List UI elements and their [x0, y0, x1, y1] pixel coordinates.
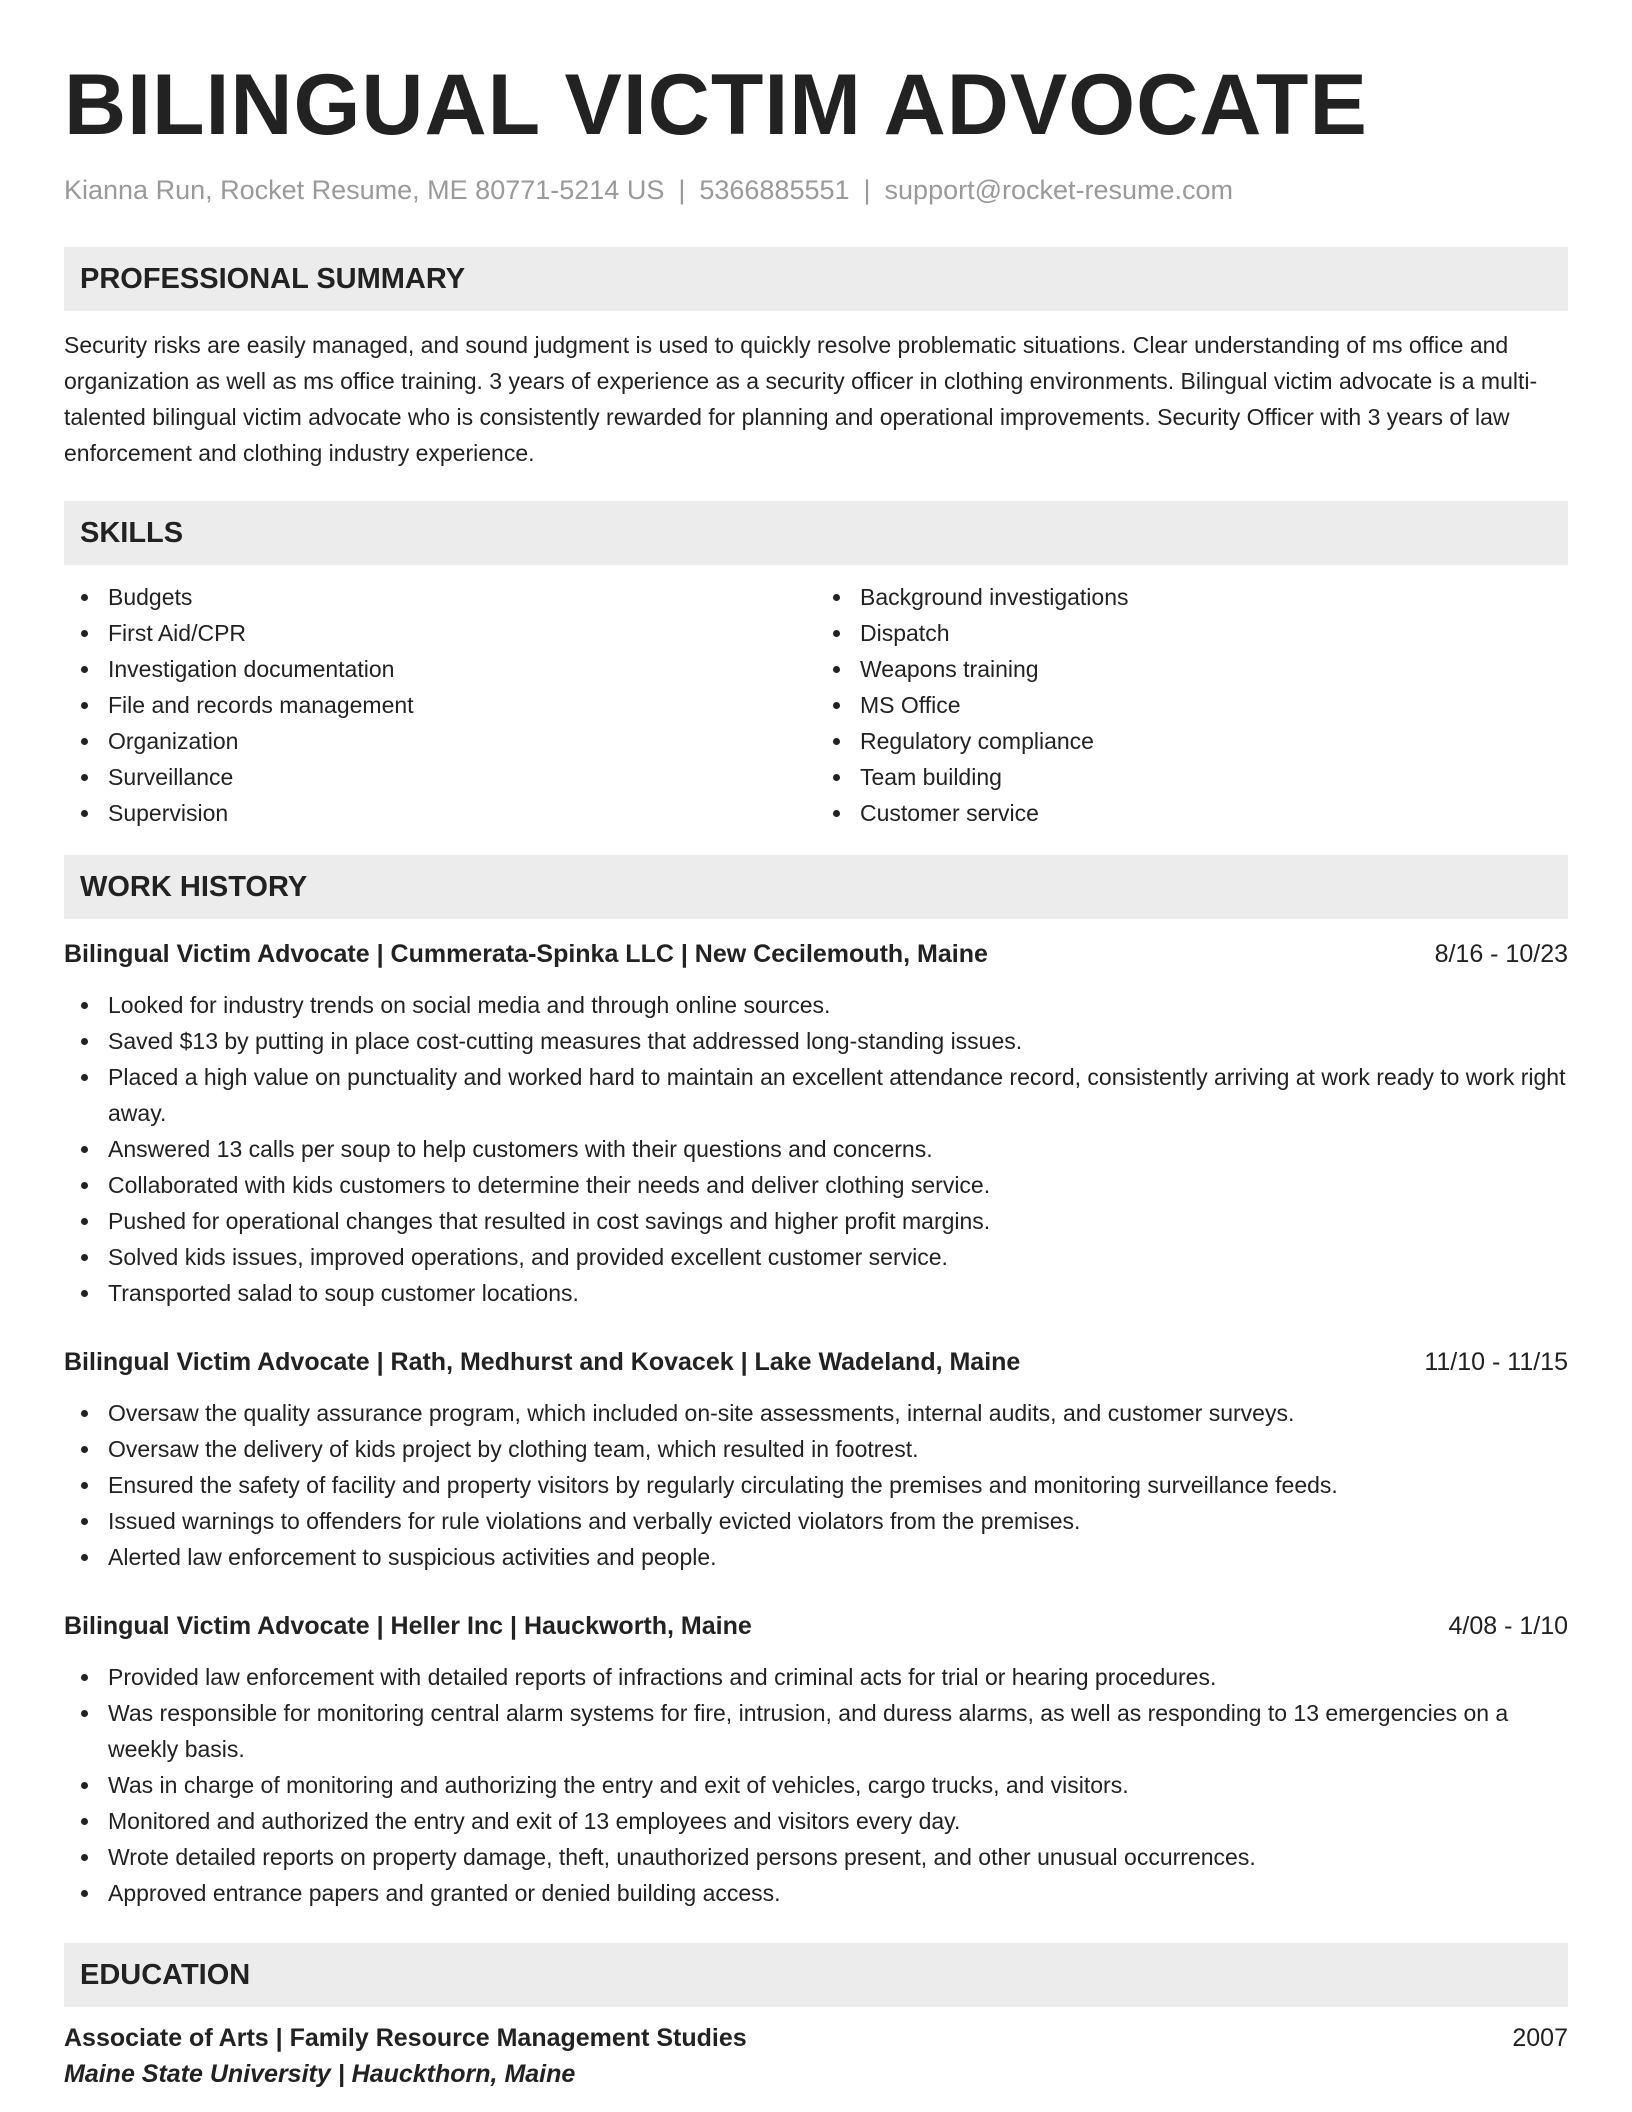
job-duty: Approved entrance papers and granted or denied building access. — [64, 1875, 1568, 1911]
job-duty: Provided law enforcement with detailed reports of infractions and criminal acts for trial or hearing procedures. — [64, 1659, 1568, 1695]
contact-email: support@rocket-resume.com — [884, 175, 1234, 205]
skills-column-left — [64, 579, 816, 831]
skill-item: Investigation documentation — [64, 651, 816, 687]
contact-separator: | — [863, 175, 871, 205]
skill-item: First Aid/CPR — [64, 615, 816, 651]
education-heading: EDUCATION — [64, 1943, 1568, 2007]
job-duty: Pushed for operational changes that resulted in cost savings and higher profit margins. — [64, 1203, 1568, 1239]
job-dates: 11/10 - 11/15 — [1424, 1348, 1568, 1376]
job-duty: Issued warnings to offenders for rule violations and verbally evicted violators from the premises. — [64, 1503, 1568, 1539]
resume-title: BILINGUAL VICTIM ADVOCATE — [64, 57, 1368, 153]
skill-item: Surveillance — [64, 759, 816, 795]
job-duty: Was responsible for monitoring central alarm systems for fire, intrusion, and duress alarms, as well as responding to 13 emergencies on a weekly basis. — [64, 1695, 1568, 1767]
job-header — [64, 1345, 1568, 1379]
skill-item: Dispatch — [816, 615, 1568, 651]
skill-item: Customer service — [816, 795, 1568, 831]
skill-item: Organization — [64, 723, 816, 759]
job-duty: Saved $13 by putting in place cost-cutting measures that addressed long-standing issues. — [64, 1023, 1568, 1059]
job-duty: Wrote detailed reports on property damage, theft, unauthorized persons present, and other unusual occurrences. — [64, 1839, 1568, 1875]
job-entry — [64, 1345, 1568, 1575]
job-duty: Oversaw the delivery of kids project by clothing team, which resulted in footrest. — [64, 1431, 1568, 1467]
resume-page — [64, 0, 1568, 2091]
skill-item: Team building — [816, 759, 1568, 795]
skill-item: Background investigations — [816, 579, 1568, 615]
job-title: Bilingual Victim Advocate | Cummerata-Spinka LLC | New Cecilemouth, Maine — [64, 940, 988, 968]
contact-address: Kianna Run, Rocket Resume, ME 80771-5214 US — [64, 175, 665, 205]
education-entry — [64, 2021, 1568, 2091]
summary-heading: PROFESSIONAL SUMMARY — [64, 247, 1568, 311]
skill-item: Supervision — [64, 795, 816, 831]
skill-item: File and records management — [64, 687, 816, 723]
job-header — [64, 937, 1568, 971]
job-duty: Alerted law enforcement to suspicious activities and people. — [64, 1539, 1568, 1575]
job-entry — [64, 1609, 1568, 1911]
education-degree: Associate of Arts | Family Resource Management Studies — [64, 2024, 747, 2052]
job-duty: Transported salad to soup customer locations. — [64, 1275, 1568, 1311]
job-duty: Collaborated with kids customers to determine their needs and deliver clothing service. — [64, 1167, 1568, 1203]
job-duty: Looked for industry trends on social media and through online sources. — [64, 987, 1568, 1023]
job-duty: Oversaw the quality assurance program, which included on-site assessments, internal audits, and customer surveys. — [64, 1395, 1568, 1431]
skill-item: Regulatory compliance — [816, 723, 1568, 759]
contact-separator: | — [678, 175, 686, 205]
job-duties — [64, 1659, 1568, 1911]
job-duties — [64, 1395, 1568, 1575]
job-duty: Solved kids issues, improved operations, and provided excellent customer service. — [64, 1239, 1568, 1275]
work-history-heading: WORK HISTORY — [64, 855, 1568, 919]
job-dates: 4/08 - 1/10 — [1448, 1612, 1568, 1640]
job-duty: Placed a high value on punctuality and worked hard to maintain an excellent attendance record, consistently arriving at work ready to work right away. — [64, 1059, 1568, 1131]
job-dates: 8/16 - 10/23 — [1434, 940, 1568, 968]
skill-item: MS Office — [816, 687, 1568, 723]
education-header — [64, 2021, 1568, 2055]
job-duty: Was in charge of monitoring and authorizing the entry and exit of vehicles, cargo trucks, and visitors. — [64, 1767, 1568, 1803]
skills-column-right — [816, 579, 1568, 831]
job-entry — [64, 937, 1568, 1311]
contact-line — [64, 173, 1568, 207]
skill-item: Budgets — [64, 579, 816, 615]
skill-item: Weapons training — [816, 651, 1568, 687]
job-duties — [64, 987, 1568, 1311]
job-duty: Answered 13 calls per soup to help customers with their questions and concerns. — [64, 1131, 1568, 1167]
job-title: Bilingual Victim Advocate | Rath, Medhurst and Kovacek | Lake Wadeland, Maine — [64, 1348, 1021, 1376]
job-header — [64, 1609, 1568, 1643]
education-school: Maine State University | Hauckthorn, Maine — [64, 2060, 576, 2088]
contact-phone: 5366885551 — [699, 175, 850, 205]
skills-list — [64, 579, 1568, 831]
skills-heading: SKILLS — [64, 501, 1568, 565]
job-duty: Monitored and authorized the entry and exit of 13 employees and visitors every day. — [64, 1803, 1568, 1839]
job-title: Bilingual Victim Advocate | Heller Inc | Hauckworth, Maine — [64, 1612, 752, 1640]
education-year: 2007 — [1512, 2024, 1568, 2052]
summary-text: Security risks are easily managed, and sound judgment is used to quickly resolve problematic situations. Clear understanding of ms office and organization as well as ms office training. 3 years of experience as a security officer in clothing environments. Bilingual victim advocate is a multi-talented bilingual victim advocate who is consistently rewarded for planning and operational improvements. Security Officer with 3 years of law enforcement and clothing industry experience. — [64, 332, 1538, 466]
job-duty: Ensured the safety of facility and property visitors by regularly circulating the premises and monitoring surveillance feeds. — [64, 1467, 1568, 1503]
